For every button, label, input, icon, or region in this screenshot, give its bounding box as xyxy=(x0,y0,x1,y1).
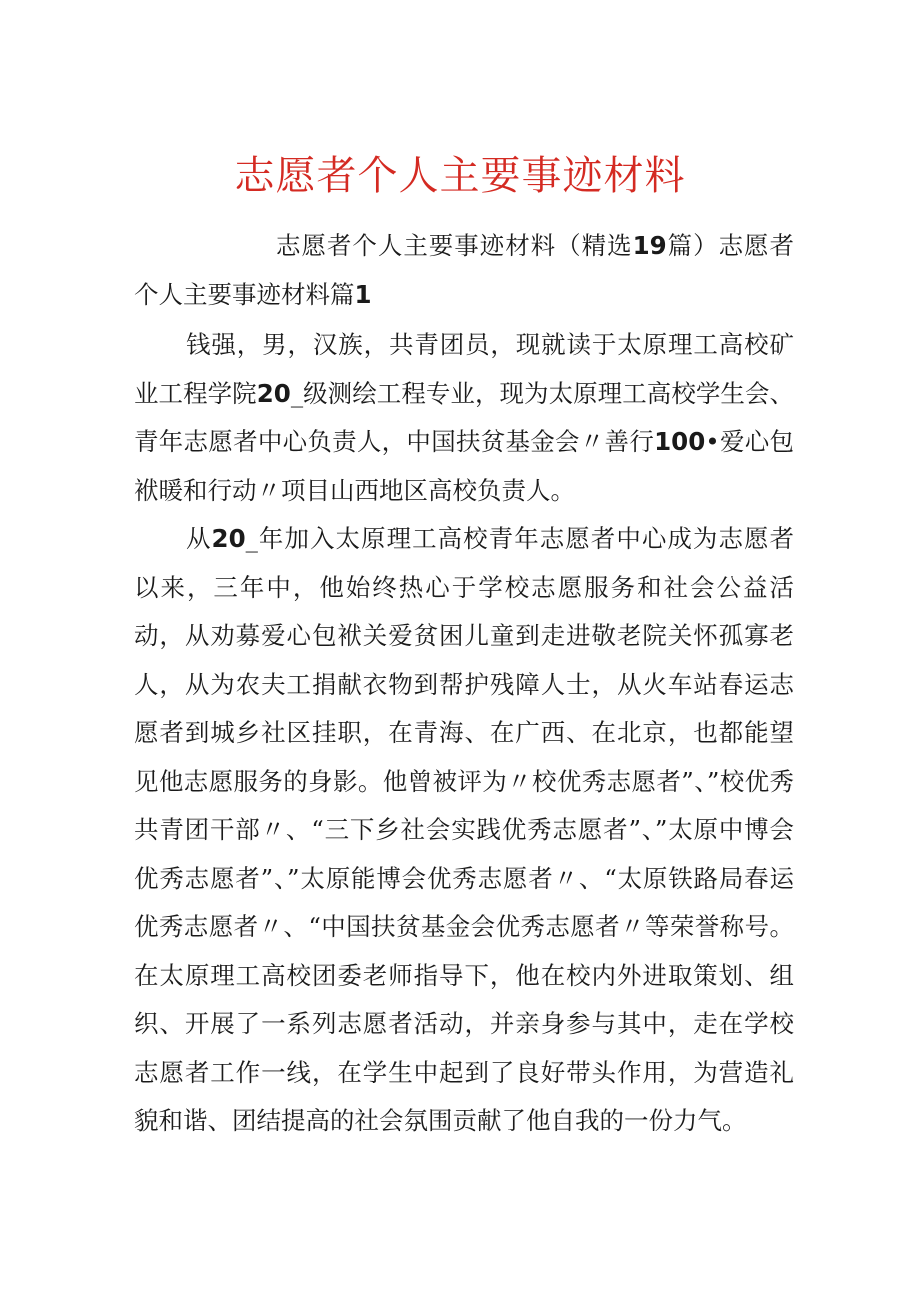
profile-paragraph: 钱强，男，汉族，共青团员，现就读于太原理工高校矿业工程学院20_级测绘工程专业，现为太原理工高校学生会、青年志愿者中心负责人，中国扶贫基金会〃善行100•爱心包袱暖和行动〃项目山西地区高校负责人。 xyxy=(134,330,795,505)
achievements-paragraph: 从20_年加入太原理工高校青年志愿者中心成为志愿者以来，三年中，他始终热心于学校志愿服务和社会公益活动，从劝募爱心包袱关爱贫困儿童到走进敬老院关怀孤寡老人，从为农夫工捐献衣物到帮护残障人士，从火车站春运志愿者到城乡社区挂职，在青海、在广西、在北京，也都能望见他志愿服务的身影。他曾被评为〃校优秀志愿者”、”校优秀共青团干部〃、“三下乡社会实践优秀志愿者”、”太原中博会优秀志愿者”、”太原能博会优秀志愿者〃、“太原铁路局春运优秀志愿者〃、“中国扶贫基金会优秀志愿者〃等荣誉称号。在太原理工高校团委老师指导下，他在校内外进取策划、组织、开展了一系列志愿者活动，并亲身参与其中，走在学校志愿者工作一线，在学生中起到了良好带头作用，为营造礼貌和谐、团结提高的社会氛围贡献了他自我的一份力气。 xyxy=(134,524,794,1135)
intro-paragraph: 志愿者个人主要事迹材料（精选19篇）志愿者个人主要事迹材料篇1 xyxy=(134,231,795,309)
document-title: 志愿者个人主要事迹材料 xyxy=(234,153,686,199)
document-body xyxy=(134,222,794,1146)
